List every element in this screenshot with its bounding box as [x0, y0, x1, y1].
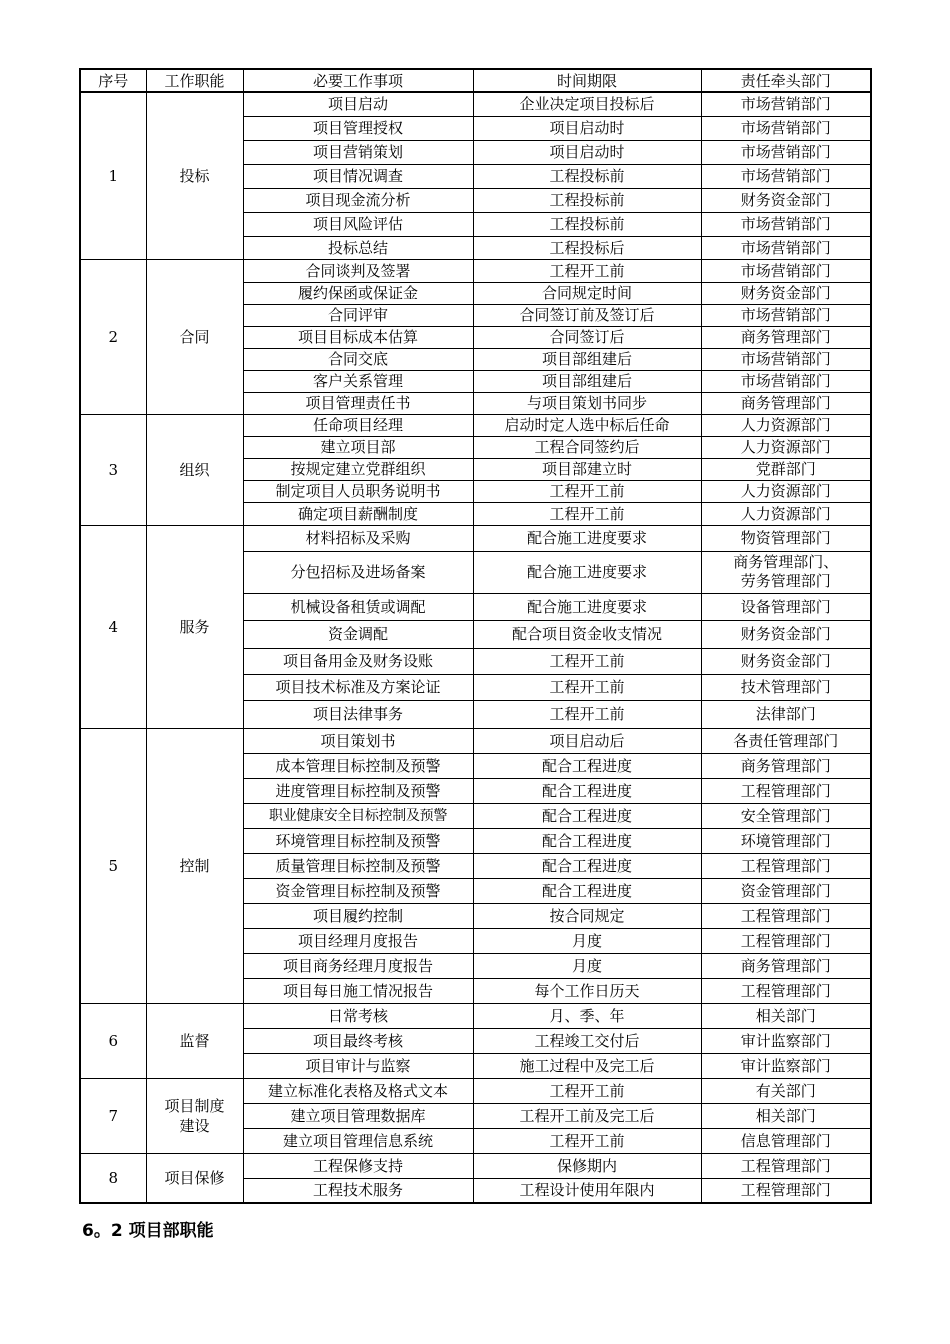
task-cell: 机械设备租赁或调配: [243, 593, 473, 620]
task-cell: 项目法律事务: [243, 700, 473, 728]
deadline-cell: 工程开工前: [473, 648, 701, 674]
deadline-cell: 配合工程进度: [473, 753, 701, 778]
section-heading: 6。2 项目部职能: [82, 1221, 214, 1241]
task-cell: 工程保修支持: [243, 1153, 473, 1178]
department-cell: 市场营销部门: [701, 348, 871, 370]
seq-number-cell: 5: [80, 728, 146, 1003]
task-cell: 客户关系管理: [243, 370, 473, 392]
department-cell: 市场营销部门: [701, 370, 871, 392]
function-cell: 项目保修: [146, 1153, 243, 1203]
department-cell: 财务资金部门: [701, 648, 871, 674]
task-cell: 合同谈判及签署: [243, 259, 473, 282]
department-cell: 市场营销部门: [701, 164, 871, 188]
function-cell: 投标: [146, 92, 243, 259]
deadline-cell: 工程设计使用年限内: [473, 1178, 701, 1203]
department-cell: 市场营销部门: [701, 92, 871, 116]
department-cell: 审计监察部门: [701, 1053, 871, 1078]
deadline-cell: 配合工程进度: [473, 803, 701, 828]
department-cell: 各责任管理部门: [701, 728, 871, 753]
function-cell: 监督: [146, 1003, 243, 1078]
seq-number-cell: 6: [80, 1003, 146, 1078]
task-cell: 建立标准化表格及格式文本: [243, 1078, 473, 1103]
department-cell: 技术管理部门: [701, 674, 871, 700]
department-cell: 相关部门: [701, 1103, 871, 1128]
function-cell: 组织: [146, 414, 243, 525]
deadline-cell: 工程开工前: [473, 1078, 701, 1103]
department-cell: 环境管理部门: [701, 828, 871, 853]
department-cell: 工程管理部门: [701, 778, 871, 803]
department-cell: 党群部门: [701, 458, 871, 480]
task-cell: 项目目标成本估算: [243, 326, 473, 348]
department-cell: 市场营销部门: [701, 304, 871, 326]
task-cell: 材料招标及采购: [243, 525, 473, 551]
responsibility-table: [79, 68, 872, 1204]
task-cell: 项目技术标准及方案论证: [243, 674, 473, 700]
task-cell: 任命项目经理: [243, 414, 473, 436]
deadline-cell: 工程开工前: [473, 480, 701, 502]
deadline-cell: 工程开工前: [473, 700, 701, 728]
deadline-cell: 月度: [473, 953, 701, 978]
task-cell: 投标总结: [243, 236, 473, 259]
deadline-cell: 配合施工进度要求: [473, 551, 701, 593]
department-cell: 人力资源部门: [701, 414, 871, 436]
task-cell: 分包招标及进场备案: [243, 551, 473, 593]
department-cell: 人力资源部门: [701, 502, 871, 525]
deadline-cell: 工程投标前: [473, 164, 701, 188]
task-cell: 建立项目部: [243, 436, 473, 458]
seq-number-cell: 3: [80, 414, 146, 525]
seq-number-cell: 1: [80, 92, 146, 259]
department-cell: 工程管理部门: [701, 978, 871, 1003]
function-cell: 服务: [146, 525, 243, 728]
table-row: [80, 728, 871, 753]
task-cell: 确定项目薪酬制度: [243, 502, 473, 525]
task-cell: 按规定建立党群组织: [243, 458, 473, 480]
department-cell: 工程管理部门: [701, 853, 871, 878]
department-cell: 工程管理部门: [701, 903, 871, 928]
deadline-cell: 工程合同签约后: [473, 436, 701, 458]
table-row: [80, 259, 871, 282]
header-cell: 必要工作事项: [243, 69, 473, 92]
department-cell: 工程管理部门: [701, 1153, 871, 1178]
task-cell: 制定项目人员职务说明书: [243, 480, 473, 502]
department-cell: 设备管理部门: [701, 593, 871, 620]
header-cell: 责任牵头部门: [701, 69, 871, 92]
deadline-cell: 工程竣工交付后: [473, 1028, 701, 1053]
department-cell: 审计监察部门: [701, 1028, 871, 1053]
department-cell: 市场营销部门: [701, 140, 871, 164]
deadline-cell: 工程开工前及完工后: [473, 1103, 701, 1128]
task-cell: 成本管理目标控制及预警: [243, 753, 473, 778]
task-cell: 进度管理目标控制及预警: [243, 778, 473, 803]
department-cell: 市场营销部门: [701, 212, 871, 236]
department-cell: 商务管理部门: [701, 392, 871, 414]
department-cell: 商务管理部门: [701, 326, 871, 348]
deadline-cell: 项目启动后: [473, 728, 701, 753]
header-cell: 时间期限: [473, 69, 701, 92]
deadline-cell: 配合项目资金收支情况: [473, 620, 701, 648]
department-cell: 人力资源部门: [701, 436, 871, 458]
task-cell: 建立项目管理数据库: [243, 1103, 473, 1128]
function-cell: 控制: [146, 728, 243, 1003]
deadline-cell: 项目启动时: [473, 116, 701, 140]
task-cell: 环境管理目标控制及预警: [243, 828, 473, 853]
deadline-cell: 工程开工前: [473, 674, 701, 700]
task-cell: 项目每日施工情况报告: [243, 978, 473, 1003]
deadline-cell: 保修期内: [473, 1153, 701, 1178]
deadline-cell: 项目部建立时: [473, 458, 701, 480]
deadline-cell: 配合工程进度: [473, 853, 701, 878]
deadline-cell: 月度: [473, 928, 701, 953]
deadline-cell: 工程投标后: [473, 236, 701, 259]
task-cell: 项目管理责任书: [243, 392, 473, 414]
department-cell: 财务资金部门: [701, 188, 871, 212]
seq-number-cell: 4: [80, 525, 146, 728]
table-row: [80, 414, 871, 436]
department-cell: 市场营销部门: [701, 236, 871, 259]
task-cell: 资金管理目标控制及预警: [243, 878, 473, 903]
deadline-cell: 合同签订后: [473, 326, 701, 348]
function-cell: 项目制度建设: [146, 1078, 243, 1153]
department-cell: 市场营销部门: [701, 259, 871, 282]
function-cell: 合同: [146, 259, 243, 414]
department-cell: 物资管理部门: [701, 525, 871, 551]
department-cell: 资金管理部门: [701, 878, 871, 903]
deadline-cell: 配合工程进度: [473, 778, 701, 803]
deadline-cell: 月、季、年: [473, 1003, 701, 1028]
table-body: [80, 92, 871, 1203]
task-cell: 资金调配: [243, 620, 473, 648]
task-cell: 项目营销策划: [243, 140, 473, 164]
deadline-cell: 与项目策划书同步: [473, 392, 701, 414]
department-cell: 财务资金部门: [701, 620, 871, 648]
deadline-cell: 工程投标前: [473, 212, 701, 236]
task-cell: 质量管理目标控制及预警: [243, 853, 473, 878]
task-cell: 项目最终考核: [243, 1028, 473, 1053]
department-cell: 市场营销部门: [701, 116, 871, 140]
deadline-cell: 项目部组建后: [473, 348, 701, 370]
department-cell: 人力资源部门: [701, 480, 871, 502]
task-cell: 项目情况调查: [243, 164, 473, 188]
task-cell: 项目策划书: [243, 728, 473, 753]
department-cell: 安全管理部门: [701, 803, 871, 828]
task-cell: 合同交底: [243, 348, 473, 370]
deadline-cell: 每个工作日历天: [473, 978, 701, 1003]
seq-number-cell: 8: [80, 1153, 146, 1203]
task-cell: 项目启动: [243, 92, 473, 116]
department-cell: 商务管理部门: [701, 953, 871, 978]
seq-number-cell: 2: [80, 259, 146, 414]
table-row: [80, 1003, 871, 1028]
task-cell: 项目备用金及财务设账: [243, 648, 473, 674]
deadline-cell: 合同签订前及签订后: [473, 304, 701, 326]
deadline-cell: 企业决定项目投标后: [473, 92, 701, 116]
deadline-cell: 配合施工进度要求: [473, 593, 701, 620]
seq-number-cell: 7: [80, 1078, 146, 1153]
task-cell: 项目风险评估: [243, 212, 473, 236]
table-row: [80, 525, 871, 551]
task-cell: 项目管理授权: [243, 116, 473, 140]
task-cell: 建立项目管理信息系统: [243, 1128, 473, 1153]
department-cell: 财务资金部门: [701, 282, 871, 304]
deadline-cell: 启动时定人选中标后任命: [473, 414, 701, 436]
deadline-cell: 施工过程中及完工后: [473, 1053, 701, 1078]
deadline-cell: 工程开工前: [473, 502, 701, 525]
task-cell: 职业健康安全目标控制及预警: [243, 803, 473, 828]
department-cell: 工程管理部门: [701, 928, 871, 953]
table-row: [80, 1153, 871, 1178]
table-header-row: [80, 69, 871, 92]
department-cell: 工程管理部门: [701, 1178, 871, 1203]
task-cell: 项目商务经理月度报告: [243, 953, 473, 978]
deadline-cell: 工程开工前: [473, 1128, 701, 1153]
task-cell: 合同评审: [243, 304, 473, 326]
task-cell: 项目经理月度报告: [243, 928, 473, 953]
department-cell: 商务管理部门、劳务管理部门: [701, 551, 871, 593]
deadline-cell: 配合施工进度要求: [473, 525, 701, 551]
header-cell: 工作职能: [146, 69, 243, 92]
deadline-cell: 配合工程进度: [473, 878, 701, 903]
deadline-cell: 项目部组建后: [473, 370, 701, 392]
department-cell: 相关部门: [701, 1003, 871, 1028]
deadline-cell: 配合工程进度: [473, 828, 701, 853]
task-cell: 日常考核: [243, 1003, 473, 1028]
department-cell: 有关部门: [701, 1078, 871, 1103]
deadline-cell: 工程投标前: [473, 188, 701, 212]
task-cell: 项目履约控制: [243, 903, 473, 928]
department-cell: 信息管理部门: [701, 1128, 871, 1153]
task-cell: 项目审计与监察: [243, 1053, 473, 1078]
header-cell: 序号: [80, 69, 146, 92]
deadline-cell: 按合同规定: [473, 903, 701, 928]
task-cell: 履约保函或保证金: [243, 282, 473, 304]
table-row: [80, 92, 871, 116]
table-row: [80, 1078, 871, 1103]
task-cell: 项目现金流分析: [243, 188, 473, 212]
department-cell: 商务管理部门: [701, 753, 871, 778]
deadline-cell: 合同规定时间: [473, 282, 701, 304]
deadline-cell: 项目启动时: [473, 140, 701, 164]
deadline-cell: 工程开工前: [473, 259, 701, 282]
task-cell: 工程技术服务: [243, 1178, 473, 1203]
department-cell: 法律部门: [701, 700, 871, 728]
